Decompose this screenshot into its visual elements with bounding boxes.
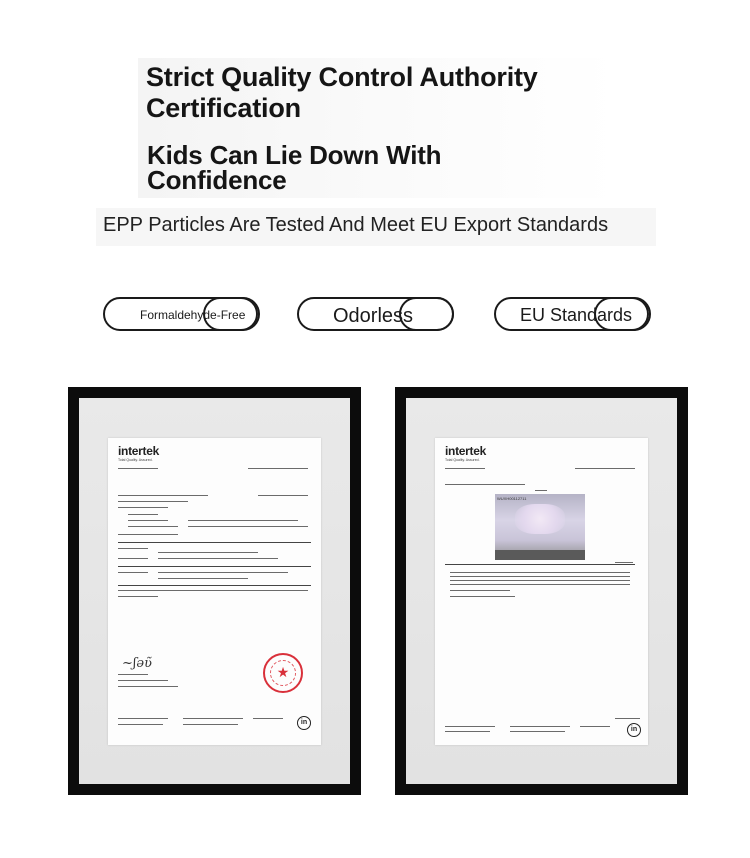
- description-banner: [96, 208, 656, 246]
- accreditation-icon: in: [297, 716, 311, 730]
- feature-label-eu-standards: EU Standards: [520, 305, 633, 325]
- certificate-frame-2: [395, 387, 688, 795]
- page-title: Strict Quality Control Authority Certification: [146, 62, 538, 123]
- page-subtitle: Kids Can Lie Down With Confidence: [147, 140, 442, 195]
- description-text: EPP Particles Are Tested And Meet EU Export Standards: [103, 214, 609, 236]
- intertek-logo: intertek: [118, 444, 159, 458]
- sample-photo: [495, 494, 585, 560]
- signature: ~ʃǝʋ̃: [122, 656, 153, 671]
- sample-code: WUXH00112711: [497, 496, 527, 501]
- certificate-mat: [406, 398, 677, 784]
- certificate-document-2: [435, 438, 648, 745]
- certificate-frame-1: [68, 387, 361, 795]
- certificate-document-1: [108, 438, 321, 745]
- certificate-mat: [79, 398, 350, 784]
- official-seal: [263, 653, 303, 693]
- feature-label-formaldehyde-free: Formaldehyde-Free: [140, 308, 246, 322]
- logo-tagline: Total Quality. Assured.: [445, 458, 480, 462]
- intertek-logo: intertek: [445, 444, 486, 458]
- accreditation-icon: in: [627, 723, 641, 737]
- feature-label-odorless: Odorless: [333, 305, 414, 327]
- logo-tagline: Total Quality. Assured.: [118, 458, 153, 462]
